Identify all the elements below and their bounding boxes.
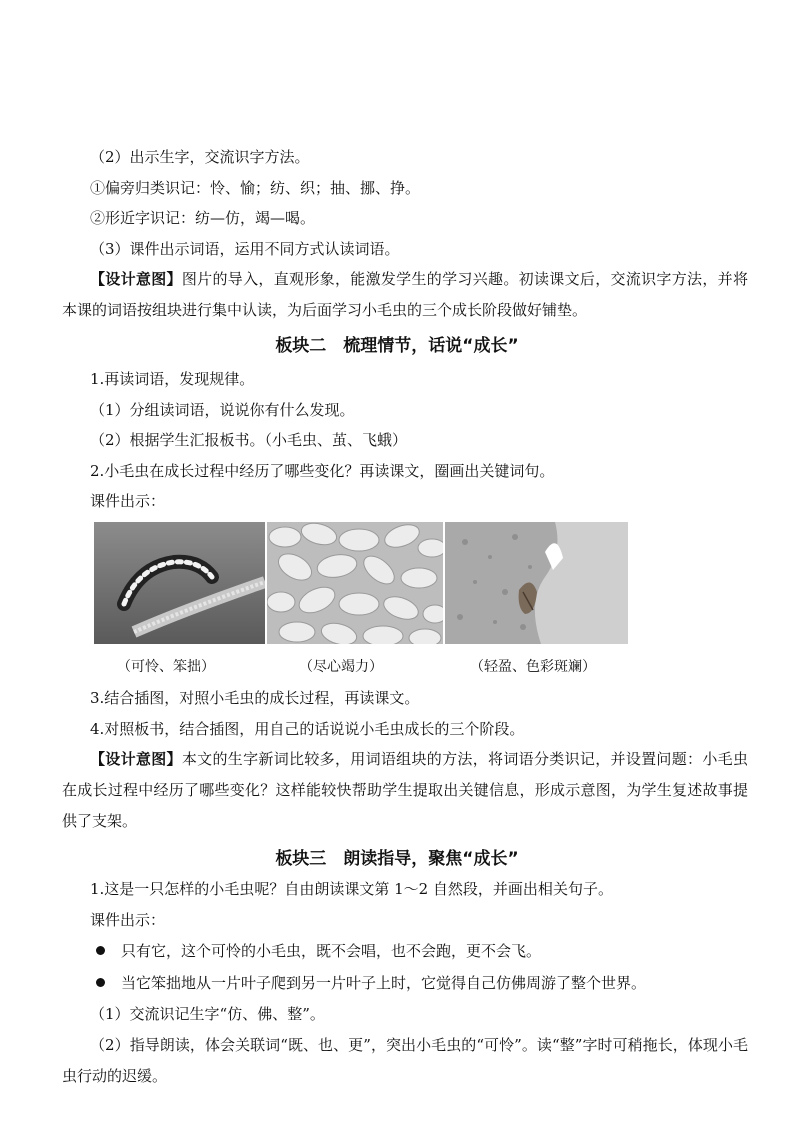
s2-item-1a: （1）分组读词语，说说你有什么发现。 xyxy=(90,401,355,419)
section-2-heading: 板块二 梳理情节，话说“成长” xyxy=(275,336,519,356)
caption-caterpillar: （可怜、笨拙） xyxy=(117,659,215,675)
bullet-text: 当它笨拙地从一片叶子爬到另一片叶子上时，它觉得自己仿佛周游了整个世界。 xyxy=(121,974,647,992)
caption-cocoon: （尽心竭力） xyxy=(299,659,383,675)
section-3-heading: 板块三 朗读指导，聚焦“成长” xyxy=(275,849,519,869)
s2-item-1b: （2）根据学生汇报板书。（小毛虫、茧、飞蛾） xyxy=(90,431,408,449)
s2-item-4: 4.对照板书，结合插图，用自己的话说说小毛虫成长的三个阶段。 xyxy=(90,720,525,738)
design-intent-label: 【设计意图】 xyxy=(90,750,182,768)
s3-step-2: （2）指导朗读，体会关联词“既、也、更”，突出小毛虫的“可怜”。读“整”字时可稍拖长，体现小毛虫行动的迟缓。 xyxy=(62,1036,748,1085)
step-2-line: （2）出示生字，交流识字方法。 xyxy=(90,148,310,166)
bullet-text: 只有它，这个可怜的小毛虫，既不会唱，也不会跑，更不会飞。 xyxy=(121,942,542,960)
cocoons-photo xyxy=(267,522,443,644)
moth-photo xyxy=(445,522,628,644)
s3-courseware: 课件出示： xyxy=(90,911,166,929)
design-intent-label: 【设计意图】 xyxy=(90,270,182,288)
s3-item-1: 1.这是一只怎样的小毛虫呢？自由朗读课文第 1～2 自然段，并画出相关句子。 xyxy=(90,880,613,898)
caterpillar-photo xyxy=(94,522,265,644)
bullet-sentence-1 xyxy=(96,940,541,961)
design-intent-text: 本文的生字新词比较多，用词语组块的方法，将词语分类识记，并设置问题：小毛虫在成长过程中经历了哪些变化？这样能较快帮助学生提取出关键信息，形成示意图，为学生复述故事提供了支架。 xyxy=(62,750,748,830)
s2-item-2: 2.小毛虫在成长过程中经历了哪些变化？再读课文，圈画出关键词句。 xyxy=(90,462,555,480)
bullet-icon xyxy=(96,946,105,955)
caption-moth: （轻盈、色彩斑斓） xyxy=(470,659,596,675)
step-3-line: （3）课件出示词语，运用不同方式认读词语。 xyxy=(90,240,400,258)
bullet-sentence-2 xyxy=(96,972,646,993)
design-intent-text: 图片的导入，直观形象，能激发学生的学习兴趣。初读课文后，交流识字方法，并将本课的词语按组块进行集中认读，为后面学习小毛虫的三个成长阶段做好铺垫。 xyxy=(62,270,748,319)
method-2-line: ②形近字识记：纺—仿，竭—喝。 xyxy=(90,209,316,227)
s2-courseware: 课件出示： xyxy=(90,492,166,510)
s3-step-1: （1）交流识记生字“仿、佛、整”。 xyxy=(90,1005,325,1023)
method-1-line: ①偏旁归类识记：怜、愉；纺、织；抽、挪、挣。 xyxy=(90,179,421,197)
s2-item-1: 1.再读词语，发现规律。 xyxy=(90,370,255,388)
design-intent-2 xyxy=(62,744,748,837)
design-intent-1 xyxy=(62,264,748,326)
s2-item-3: 3.结合插图，对照小毛虫的成长过程，再读课文。 xyxy=(90,689,420,707)
bullet-icon xyxy=(96,978,105,987)
